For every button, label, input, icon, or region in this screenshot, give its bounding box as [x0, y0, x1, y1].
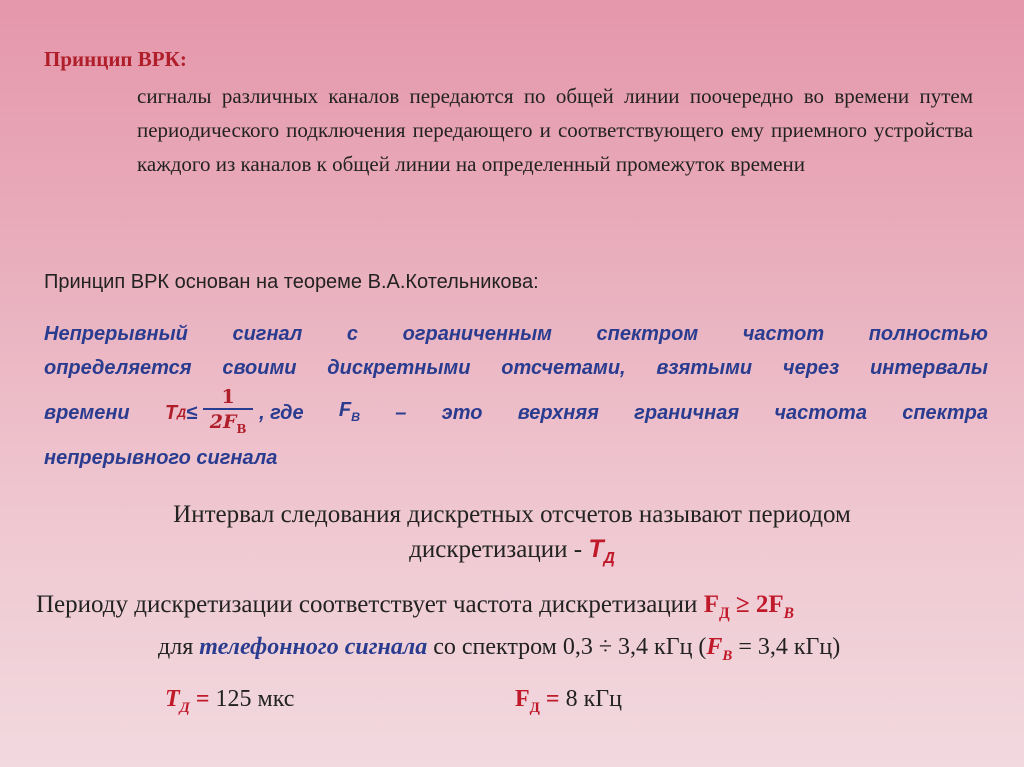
fraction-numerator: 1: [221, 385, 235, 408]
theorem-word: полностью: [868, 323, 988, 345]
theorem-word: взятыми: [656, 357, 753, 379]
theorem-intro: Принцип ВРК основан на теореме В.А.Котельникова:: [44, 271, 539, 293]
fraction-denominator: $2F_В$: [209, 410, 247, 436]
definition-text: сигналы различных каналов передаются по общей линии поочередно во времени путем периодического подключения передающего и соответствующего ему приемного устройства каждого из каналов к общей линии на определенный промежуток времени: [137, 84, 973, 176]
theorem-word: времени: [44, 402, 130, 424]
theorem-word: это: [441, 402, 483, 424]
interval-line-2: дискретизации - $Т_Д$: [409, 535, 615, 567]
theorem-word: верхняя: [517, 402, 599, 424]
td-symbol: $Т_Д$: [588, 535, 615, 567]
theorem-word: определяется: [44, 357, 192, 379]
theorem-word: граничная: [634, 402, 740, 424]
td-formula: [165, 386, 304, 441]
theorem-word: непрерывного сигнала: [44, 447, 278, 469]
interval-definition: [0, 498, 1024, 576]
le-sign: ≤: [186, 401, 198, 424]
td-symbol: Т: [164, 401, 178, 424]
theorem-word: с: [346, 323, 359, 345]
theorem-word: частота: [774, 402, 867, 424]
theorem-word: частот: [742, 323, 825, 345]
theorem-statement: [44, 317, 988, 475]
two-fb-symbol: $2F_B$: [755, 591, 794, 622]
td-symbol: $Т_Д$: [165, 686, 190, 716]
fd-symbol: $F_Д$: [515, 686, 540, 716]
ge-sign: ≥: [729, 591, 756, 618]
theorem-dash: –: [395, 402, 407, 424]
fb-symbol: $F_В$: [338, 398, 361, 424]
theorem-line-1: [44, 317, 988, 351]
theorem-word: Непрерывный: [44, 323, 188, 345]
interval-line-1: Интервал следования дискретных отсчетов называют периодом: [173, 501, 851, 528]
theorem-line-3: [44, 385, 988, 441]
theorem-word: интервалы: [870, 357, 988, 379]
theorem-word: спектра: [902, 402, 988, 424]
theorem-line-4: [44, 441, 988, 475]
fb-symbol: $F_B$: [706, 634, 733, 664]
theorem-word: ограниченным: [402, 323, 552, 345]
telephone-signal-line: для телефонного сигнала со спектром 0,3 ÷ 3,4 кГц ($F_B = 3,4$ кГц): [158, 634, 841, 664]
theorem-word: отсчетами,: [501, 357, 626, 379]
slide-title: Принцип ВРК:: [44, 47, 187, 71]
fd-symbol: $F_Д$: [703, 591, 730, 622]
theorem-word: сигнал: [232, 323, 303, 345]
theorem-word: , где: [259, 401, 304, 424]
fraction: [203, 386, 253, 441]
td-subscript: Д: [177, 405, 187, 420]
telephone-signal-emphasis: телефонного сигнала: [199, 634, 428, 660]
theorem-word: через: [782, 357, 840, 379]
theorem-word: своими: [222, 357, 297, 379]
fd-value: $F_Д = 8$ кГц: [515, 686, 622, 716]
theorem-word: дискретными: [327, 357, 471, 379]
theorem-line-2: [44, 351, 988, 385]
td-value: $Т_Д = 125$ мкс: [165, 686, 295, 716]
sampling-frequency-statement: Периоду дискретизации соответствует частота дискретизации $F_Д \ge 2F_B$: [36, 591, 794, 622]
theorem-word: спектром: [596, 323, 699, 345]
